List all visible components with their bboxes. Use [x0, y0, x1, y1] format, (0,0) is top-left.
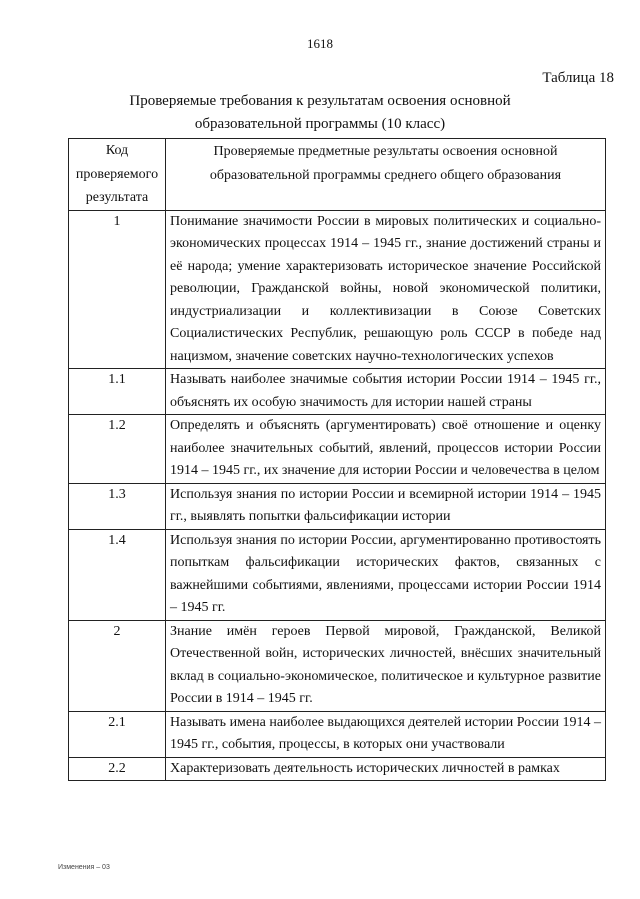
results-table: [68, 138, 606, 781]
table-row: [69, 757, 606, 781]
row-description: Характеризовать деятельность исторических личностей в рамках: [166, 757, 606, 781]
row-description: Понимание значимости России в мировых политических и социально-экономических процессах 1914 – 1945 гг., знание достижений страны и её народа; умение характеризовать историческое значение Российской революции, Гражданской войны, новой экономической политики, индустриализации и коллективизации в Союзе Советских Социалистических Республик, решающую роль СССР в победе над нацизмом, значение советских научно-технологических успехов: [166, 210, 606, 369]
row-code: 1.4: [69, 529, 166, 620]
row-code: 2: [69, 620, 166, 711]
header-description: Проверяемые предметные результаты освоения основной образовательной программы среднего общего образования: [166, 139, 606, 211]
row-code: 1.2: [69, 415, 166, 484]
title-line-1: Проверяемые требования к результатам освоения основной: [129, 93, 511, 109]
table-row: [69, 529, 606, 620]
row-code: 2.1: [69, 711, 166, 757]
table-row: [69, 369, 606, 415]
document-title: [60, 90, 580, 136]
row-code: 1.3: [69, 483, 166, 529]
footer-note: Изменения – 03: [58, 864, 110, 871]
table-row: [69, 711, 606, 757]
row-code: 1.1: [69, 369, 166, 415]
row-description: Называть наиболее значимые события истории России 1914 – 1945 гг., объяснять их особую значимость для истории нашей страны: [166, 369, 606, 415]
title-line-2: образовательной программы (10 класс): [194, 116, 446, 132]
table-row: [69, 210, 606, 369]
table-row: [69, 620, 606, 711]
table-header-row: [69, 139, 606, 211]
row-description: Используя знания по истории России, аргументированно противостоять попыткам фальсификации исторических фактов, связанных с важнейшими событиями, явлениями, процессами истории России 1914 – 1945 гг.: [166, 529, 606, 620]
table-label: Таблица 18: [542, 70, 614, 86]
row-code: 1: [69, 210, 166, 369]
table-row: [69, 483, 606, 529]
page-number: 1618: [307, 36, 333, 51]
header-code: Код проверяемого результата: [69, 139, 166, 211]
row-description: Используя знания по истории России и всемирной истории 1914 – 1945 гг., выявлять попытки фальсификации истории: [166, 483, 606, 529]
row-description: Называть имена наиболее выдающихся деятелей истории России 1914 – 1945 гг., события, процессы, в которых они участвовали: [166, 711, 606, 757]
row-code: 2.2: [69, 757, 166, 781]
row-description: Знание имён героев Первой мировой, Гражданской, Великой Отечественной войн, исторических личностей, внёсших значительный вклад в социально-экономическое, политическое и культурное развитие России в 1914 – 1945 гг.: [166, 620, 606, 711]
row-description: Определять и объяснять (аргументировать) своё отношение и оценку наиболее значительных событий, явлений, процессов истории России 1914 – 1945 гг., их значение для истории России и человечества в целом: [166, 415, 606, 484]
table-row: [69, 415, 606, 484]
